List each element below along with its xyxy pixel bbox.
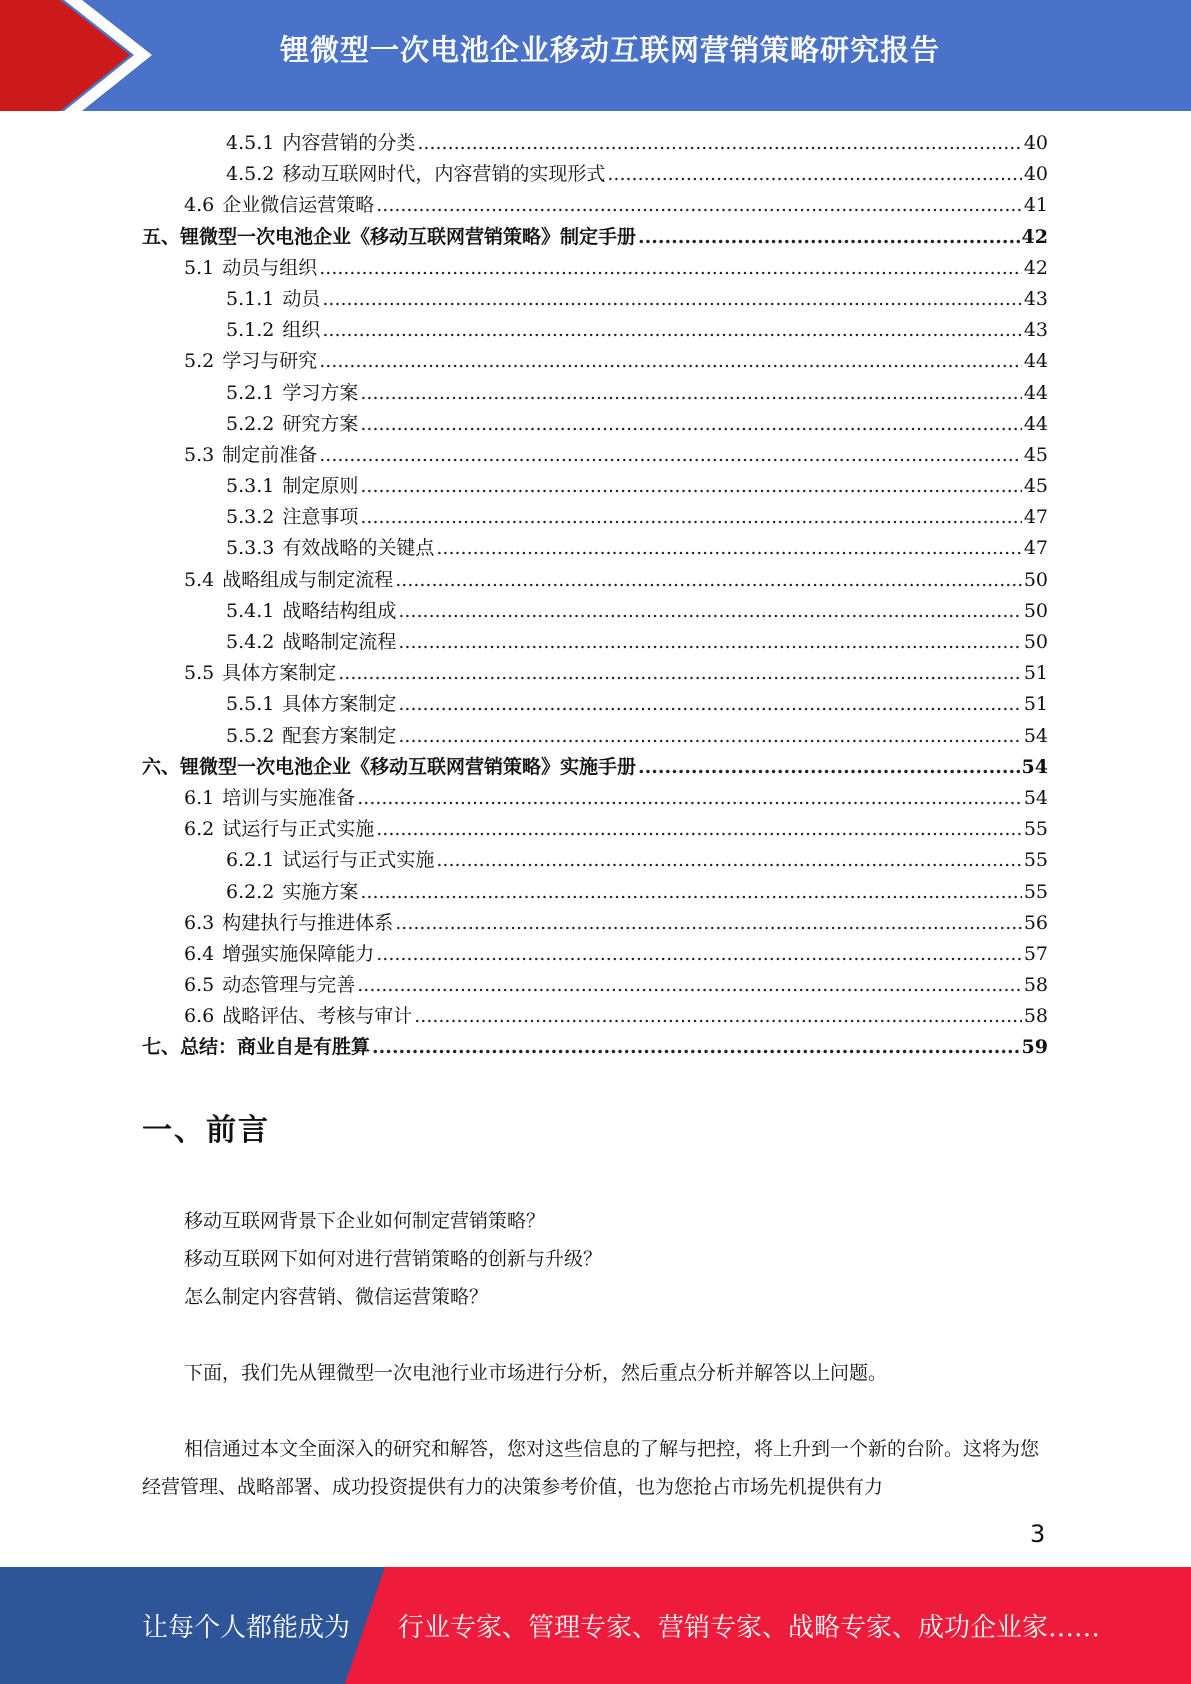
toc-entry[interactable] (142, 689, 1048, 720)
toc-entry[interactable] (142, 908, 1048, 939)
toc-leader-dots (398, 596, 1021, 627)
toc-entry-page: 56 (1023, 911, 1048, 934)
toc-entry[interactable] (142, 284, 1048, 315)
toc-entry-title: 有效战略的关键点 (282, 537, 435, 560)
intro-paragraph: 下面，我们先从锂微型一次电池行业市场进行分析，然后重点分析并解答以上问题。 (184, 1362, 888, 1384)
toc-entry-title: 制定原则 (282, 475, 359, 498)
toc-entry-number: 5.3 (184, 443, 215, 466)
toc-leader-dots (322, 284, 1021, 315)
toc-entry[interactable] (142, 1001, 1048, 1032)
toc-entry[interactable] (142, 222, 1048, 253)
toc-entry-title: 动员 (282, 287, 321, 310)
toc-entry-page: 45 (1023, 443, 1048, 466)
toc-entry[interactable] (142, 658, 1048, 689)
table-of-contents (142, 128, 1048, 1064)
toc-leader-dots (360, 502, 1021, 533)
toc-entry[interactable] (142, 970, 1048, 1001)
toc-leader-dots (322, 315, 1021, 346)
toc-leader-dots (360, 471, 1021, 502)
toc-entry[interactable] (142, 440, 1048, 471)
toc-entry[interactable] (142, 877, 1048, 908)
toc-entry-title: 实施方案 (282, 880, 359, 903)
toc-entry-title: 构建执行与推进体系 (222, 911, 394, 934)
toc-entry-page: 58 (1023, 1005, 1048, 1028)
toc-entry-title: 企业微信运营策略 (222, 194, 375, 217)
question-1: 移动互联网背景下企业如何制定营销策略？ (184, 1210, 546, 1232)
toc-entry-page: 55 (1023, 818, 1048, 841)
toc-entry-page: 41 (1023, 194, 1048, 217)
toc-entry[interactable] (142, 315, 1048, 346)
toc-entry-number: 4.5.1 (226, 132, 275, 154)
toc-entry[interactable] (142, 939, 1048, 970)
toc-entry-title: 具体方案制定 (222, 662, 337, 685)
toc-entry[interactable] (142, 502, 1048, 533)
toc-entry[interactable] (142, 159, 1048, 190)
toc-entry-page: 45 (1023, 475, 1048, 498)
toc-entry-number: 4.6 (184, 194, 215, 217)
toc-entry-number: 5.1.2 (226, 319, 275, 342)
toc-entry[interactable] (142, 565, 1048, 596)
toc-entry-page: 44 (1023, 381, 1048, 404)
toc-entry-page: 54 (1023, 724, 1048, 747)
toc-leader-dots (357, 783, 1022, 814)
toc-entry-page: 59 (1021, 1036, 1048, 1059)
toc-entry-number: 5.1 (184, 256, 215, 279)
toc-entry-page: 55 (1023, 849, 1048, 872)
toc-entry-number: 5.1.1 (226, 287, 275, 310)
toc-leader-dots (607, 159, 1021, 190)
toc-entry-page: 43 (1023, 287, 1048, 310)
toc-entry-number: 6.6 (184, 1005, 215, 1028)
toc-entry-page: 57 (1023, 942, 1048, 965)
toc-entry-number: 5.2.2 (226, 412, 275, 435)
toc-leader-dots (357, 970, 1022, 1001)
toc-entry-number: 5.3.1 (226, 475, 275, 498)
toc-entry-page: 50 (1023, 631, 1048, 653)
footer-slogan-left: 让每个人都能成为 (142, 1613, 351, 1643)
toc-entry[interactable] (142, 533, 1048, 564)
toc-entry-page: 43 (1023, 319, 1048, 342)
page-footer (0, 1567, 1191, 1684)
toc-entry-page: 44 (1023, 412, 1048, 435)
toc-entry-title: 研究方案 (282, 412, 359, 435)
toc-entry-page: 51 (1023, 693, 1048, 716)
page-number: 3 (1030, 1520, 1046, 1548)
toc-entry[interactable] (142, 378, 1048, 409)
toc-entry-number: 6.1 (184, 786, 215, 809)
toc-leader-dots (398, 689, 1021, 720)
toc-leader-dots (319, 253, 1022, 284)
toc-leader-dots (360, 409, 1021, 440)
toc-leader-dots (360, 378, 1021, 409)
toc-entry-page: 50 (1023, 568, 1048, 591)
toc-entry-page: 47 (1023, 537, 1048, 560)
toc-entry-page: 50 (1023, 599, 1048, 622)
toc-leader-dots (436, 533, 1021, 564)
toc-entry-number: 4.5.2 (226, 163, 275, 186)
toc-entry-number: 6.3 (184, 911, 215, 934)
toc-entry-number: 5.3.2 (226, 506, 275, 529)
toc-leader-dots (638, 752, 1020, 783)
question-3: 怎么制定内容营销、微信运营策略？ (184, 1286, 489, 1308)
toc-leader-dots (414, 1001, 1022, 1032)
toc-entry-title: 学习方案 (282, 381, 359, 404)
toc-entry[interactable] (142, 253, 1048, 284)
toc-entry-title: 内容营销的分类 (282, 132, 416, 154)
toc-leader-dots (376, 190, 1022, 221)
toc-entry-title: 移动互联网时代，内容营销的实现形式 (282, 163, 606, 186)
question-2: 移动互联网下如何对进行营销策略的创新与升级？ (184, 1248, 603, 1270)
toc-entry-title: 学习与研究 (222, 350, 318, 373)
toc-entry-page: 44 (1023, 350, 1048, 373)
toc-entry-page: 51 (1023, 662, 1048, 685)
toc-leader-dots (319, 440, 1022, 471)
toc-entry-title: 注意事项 (282, 506, 359, 529)
toc-entry-page: 42 (1023, 256, 1048, 279)
toc-leader-dots (360, 877, 1021, 908)
toc-entry-title: 战略组成与制定流程 (222, 568, 394, 591)
toc-entry-number: 6.4 (184, 942, 215, 965)
toc-entry-number: 6.5 (184, 974, 215, 997)
toc-entry-page: 55 (1023, 880, 1048, 903)
toc-leader-dots (638, 222, 1020, 253)
toc-entry[interactable] (142, 752, 1048, 783)
toc-entry-title: 战略制定流程 (282, 631, 397, 653)
toc-leader-dots (395, 908, 1022, 939)
toc-entry[interactable] (142, 721, 1048, 752)
toc-entry[interactable] (142, 190, 1048, 221)
toc-leader-dots (436, 845, 1021, 876)
toc-entry[interactable] (142, 627, 1048, 658)
toc-entry-number: 5.5.2 (226, 724, 275, 747)
toc-entry-number: 5.3.3 (226, 537, 275, 560)
toc-entry-title: 培训与实施准备 (222, 786, 356, 809)
toc-entry-title: 战略结构组成 (282, 599, 397, 622)
toc-entry-number: 5.5.1 (226, 693, 275, 716)
footer-slogan-right: 行业专家、管理专家、营销专家、战略专家、成功企业家…… (398, 1613, 1101, 1643)
toc-entry-title: 试运行与正式实施 (282, 849, 435, 872)
toc-entry-number: 6.2.2 (226, 880, 275, 903)
toc-leader-dots (398, 721, 1021, 752)
toc-entry-title: 战略评估、考核与审计 (222, 1005, 413, 1028)
toc-leader-dots (372, 1032, 1020, 1063)
toc-entry-title: 配套方案制定 (282, 724, 397, 747)
toc-entry-page: 54 (1023, 786, 1048, 809)
toc-entry-number: 5.4 (184, 568, 215, 591)
toc-entry-page: 40 (1023, 163, 1048, 186)
toc-entry-title: 六、锂微型一次电池企业《移动互联网营销策略》实施手册 (142, 755, 637, 778)
toc-entry[interactable] (142, 409, 1048, 440)
toc-leader-dots (398, 627, 1021, 658)
toc-entry-title: 增强实施保障能力 (222, 942, 375, 965)
toc-entry-page: 40 (1023, 132, 1048, 154)
toc-entry[interactable] (142, 845, 1048, 876)
toc-entry-title: 七、总结：商业自是有胜算 (142, 1036, 371, 1059)
toc-entry-title: 动态管理与完善 (222, 974, 356, 997)
toc-entry[interactable] (142, 1032, 1048, 1063)
toc-entry[interactable] (142, 346, 1048, 377)
toc-entry-title: 具体方案制定 (282, 693, 397, 716)
toc-entry-page: 58 (1023, 974, 1048, 997)
toc-leader-dots (376, 814, 1022, 845)
toc-entry[interactable] (142, 783, 1048, 814)
toc-leader-dots (395, 565, 1022, 596)
toc-entry-page: 47 (1023, 506, 1048, 529)
toc-entry-title: 动员与组织 (222, 256, 318, 279)
toc-entry-number: 5.2.1 (226, 381, 275, 404)
toc-entry[interactable] (142, 128, 1048, 159)
toc-entry-title: 五、锂微型一次电池企业《移动互联网营销策略》制定手册 (142, 225, 637, 248)
toc-entry[interactable] (142, 471, 1048, 502)
toc-entry-number: 5.5 (184, 662, 215, 685)
toc-entry-number: 5.4.1 (226, 599, 275, 622)
toc-entry-number: 5.2 (184, 350, 215, 373)
report-title: 锂微型一次电池企业移动互联网营销策略研究报告 (279, 33, 940, 67)
toc-entry-page: 42 (1021, 225, 1048, 248)
toc-entry-title: 制定前准备 (222, 443, 318, 466)
toc-entry[interactable] (142, 814, 1048, 845)
toc-leader-dots (319, 346, 1022, 377)
toc-entry-title: 试运行与正式实施 (222, 818, 375, 841)
toc-entry-number: 6.2 (184, 818, 215, 841)
toc-entry-title: 组织 (282, 319, 321, 342)
body-paragraph: 相信通过本文全面深入的研究和解答，您对这些信息的了解与把控，将上升到一个新的台阶。这将为您经营管理、战略部署、成功投资提供有力的决策参考价值，也为您抢占市场先机提供有力 (142, 1438, 1040, 1498)
toc-leader-dots (376, 939, 1022, 970)
section-heading: 一、前言 (142, 1113, 270, 1148)
toc-leader-dots (417, 128, 1021, 159)
toc-leader-dots (338, 658, 1022, 689)
toc-entry-number: 5.4.2 (226, 631, 275, 653)
toc-entry-number: 6.2.1 (226, 849, 275, 872)
toc-entry[interactable] (142, 596, 1048, 627)
page-header (0, 0, 1191, 111)
toc-entry-page: 54 (1021, 755, 1048, 778)
